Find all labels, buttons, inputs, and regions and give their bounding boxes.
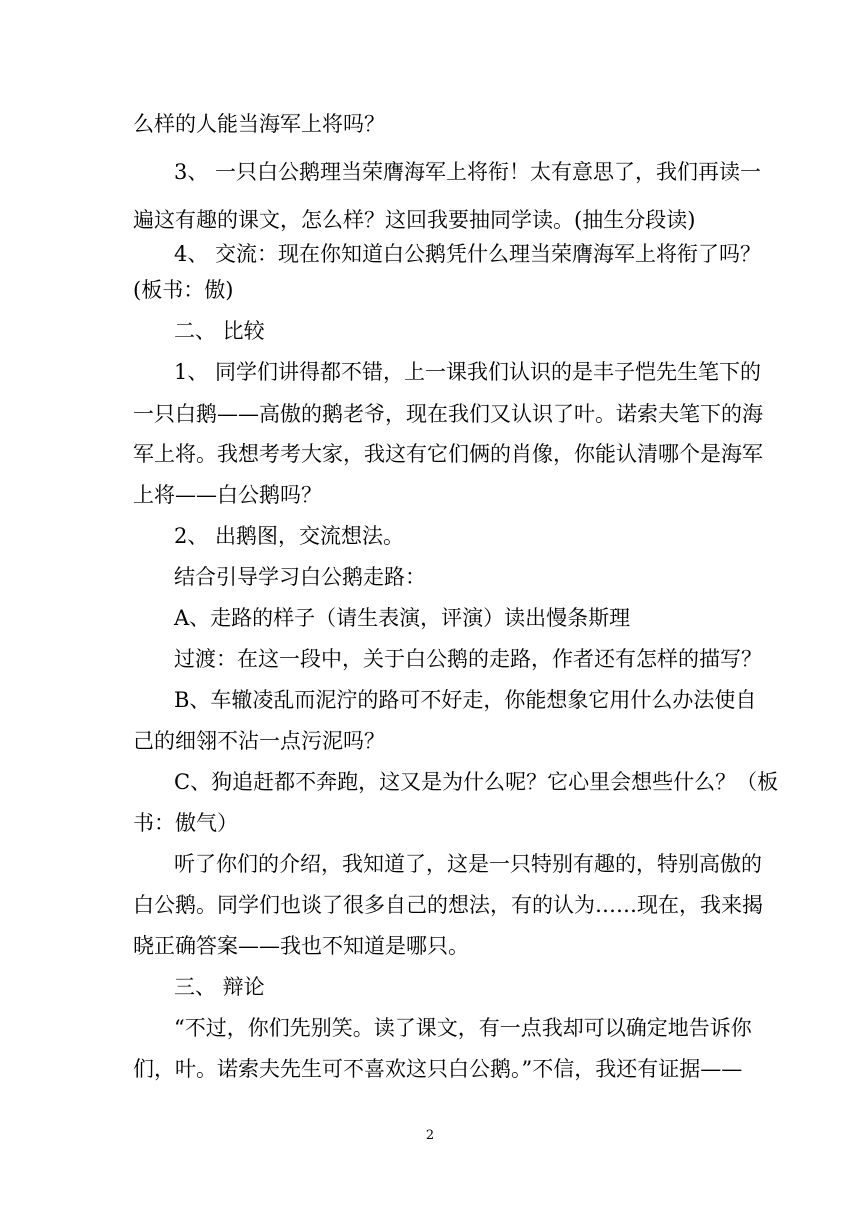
text-line: 2、 出鹅图，交流想法。: [174, 524, 405, 548]
page-number: 2: [425, 1128, 435, 1143]
text-line: 听了你们的介绍，我知道了，这是一只特别有趣的，特别高傲的: [174, 852, 762, 876]
text-line: 己的细翎不沾一点污泥吗？: [133, 729, 385, 753]
section-heading: 三、 辩论: [174, 975, 265, 999]
text-line: 上将——白公鹅吗？: [133, 483, 322, 507]
text-line: (板书：傲): [133, 278, 234, 302]
section-heading: 二、 比较: [174, 319, 265, 343]
text-line: A、走路的样子（请生表演，评演）读出慢条斯理: [174, 606, 631, 630]
text-line: 军上将。我想考考大家，我这有它们俩的肖像，你能认清哪个是海军: [133, 442, 763, 466]
text-line: 么样的人能当海军上将吗？: [133, 112, 385, 136]
text-line: 遍这有趣的课文，怎么样？这回我要抽同学读。(抽生分段读): [133, 208, 696, 232]
text-line: 晓正确答案——我也不知道是哪只。: [133, 934, 469, 958]
text-line: 书：傲气）: [133, 811, 238, 835]
text-line: 4、 交流：现在你知道白公鹅凭什么理当荣膺海军上将衔了吗？: [174, 242, 762, 266]
text-line: 结合引导学习白公鹅走路：: [174, 565, 426, 589]
text-line: 白公鹅。同学们也谈了很多自己的想法，有的认为……现在，我来揭: [133, 893, 763, 917]
text-line: “不过，你们先别笑。读了课文，有一点我却可以确定地告诉你: [174, 1016, 752, 1040]
text-line: 们，叶。诺索夫先生可不喜欢这只白公鹅。”不信，我还有证据——: [133, 1057, 743, 1081]
text-line: 一只白鹅——高傲的鹅老爷，现在我们又认识了叶。诺索夫笔下的海: [133, 402, 763, 426]
text-line: 过渡：在这一段中，关于白公鹅的走路，作者还有怎样的描写？: [174, 647, 762, 671]
text-line: C、狗追赶都不奔跑，这又是为什么呢？它心里会想些什么？（板: [174, 770, 779, 794]
text-line: 1、 同学们讲得都不错，上一课我们认识的是丰子恺先生笔下的: [174, 360, 762, 384]
text-line: 3、 一只白公鹅理当荣膺海军上将衔！太有意思了，我们再读一: [174, 160, 762, 184]
text-line: B、车辙凌乱而泥泞的路可不好走，你能想象它用什么办法使自: [174, 688, 757, 712]
